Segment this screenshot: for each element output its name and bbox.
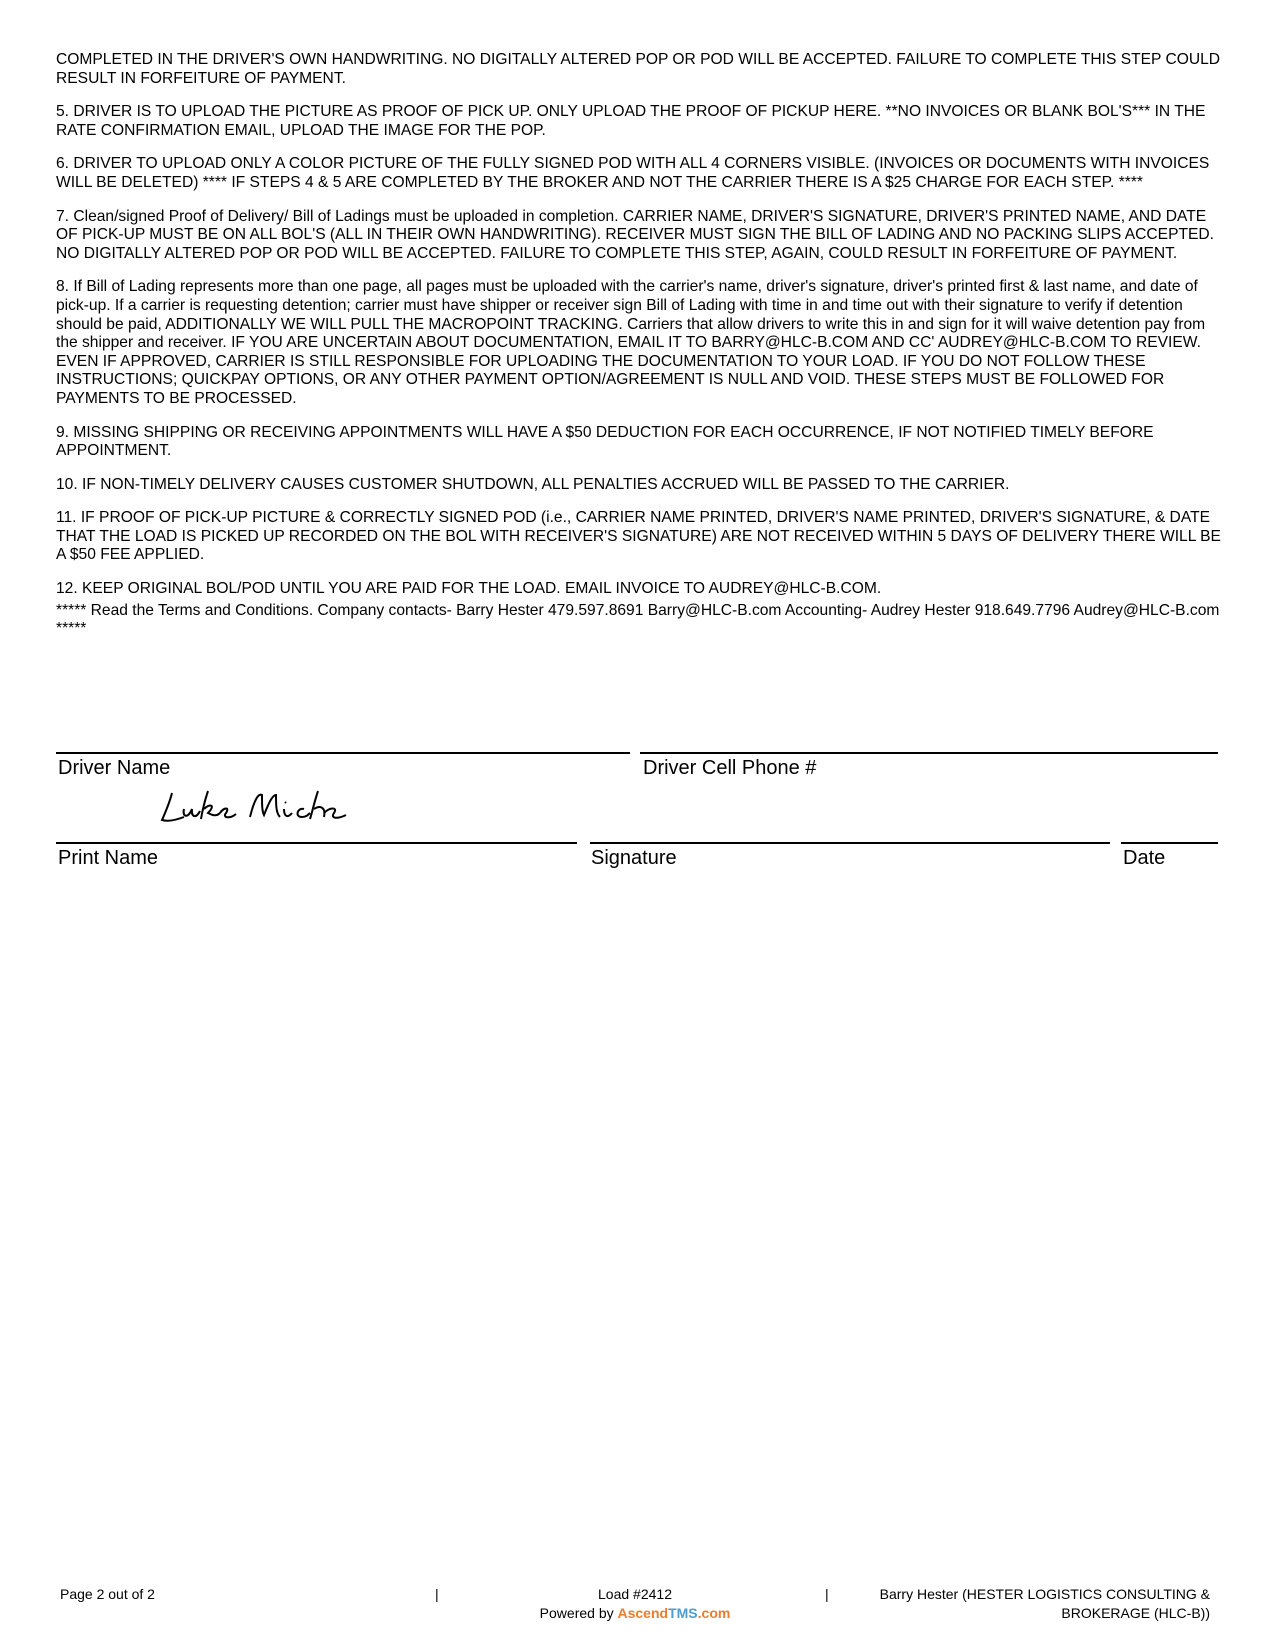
paragraph-10: 10. IF NON-TIMELY DELIVERY CAUSES CUSTOMER SHUTDOWN, ALL PENALTIES ACCRUED WILL BE PASSED TO THE CARRIER. (56, 475, 1010, 493)
handwritten-signature (158, 787, 348, 827)
powered-by-label: Powered by (539, 1605, 614, 1621)
paragraph-8: 8. If Bill of Lading represents more than one page, all pages must be uploaded with the carrier's name, driver's signature, driver's printed first & last name, and date of pick-up. If a carrier is requesting detention; carrier must have shipper or receiver sign Bill of Lading with time in and time out with their signature to verify if detention should be paid, ADDITIONALLY WE WILL PULL THE MACROPOINT TRACKING. Carriers that allow drivers to write this in and sign for it will waive detention pay from the shipper and receiver. IF YOU ARE UNCERTAIN ABOUT DOCUMENTATION, EMAIL IT TO BARRY@HLC-B.COM AND CC' AUDREY@HLC-B.COM TO REVIEW. EVEN IF APPROVED, CARRIER IS STILL RESPONSIBLE FOR UPLOADING THE DOCUMENTATION TO YOUR LOAD. IF YOU DO NOT FOLLOW THESE INSTRUCTIONS; QUICKPAY OPTIONS, OR ANY OTHER PAYMENT OPTION/AGREEMENT IS NULL AND VOID. THESE STEPS MUST BE FOLLOWED FOR PAYMENTS TO BE PROCESSED. (56, 278, 1206, 407)
page-number: Page 2 out of 2 (60, 1586, 155, 1602)
paragraph-11: 11. IF PROOF OF PICK-UP PICTURE & CORRECTLY SIGNED POD (i.e., CARRIER NAME PRINTED, DRIVER'S NAME PRINTED, DRIVER'S SIGNATURE, & DATE THAT THE LOAD IS PICKED UP RECORDED ON THE BOL WITH RECEIVER'S SIGNATURE) ARE NOT RECEIVED WITHIN 5 DAYS OF DELIVERY THERE WILL BE A $50 FEE APPLIED. (56, 509, 1221, 564)
paragraph-7: 7. Clean/signed Proof of Delivery/ Bill of Ladings must be uploaded in completion. CARRIER NAME, DRIVER'S SIGNATURE, DRIVER'S PRINTED NAME, AND DATE OF PICK-UP MUST BE ON ALL BOL'S (ALL IN THEIR OWN HANDWRITING). RECEIVER MUST SIGN THE BILL OF LADING AND NO PACKING SLIPS ACCEPTED. NO DIGITALLY ALTERED POP OR POD WILL BE ACCEPTED. FAILURE TO COMPLETE THIS STEP, AGAIN, COULD RESULT IN FORFEITURE OF PAYMENT. (56, 207, 1215, 262)
signature-label: Signature (591, 847, 677, 869)
driver-name-label: Driver Name (58, 757, 171, 779)
powered-by (480, 1604, 790, 1623)
terms-text (56, 51, 1226, 654)
print-name-line[interactable] (56, 842, 577, 844)
footer-separator: | (435, 1586, 439, 1602)
date-line[interactable] (1121, 842, 1218, 844)
signature-line[interactable] (590, 842, 1110, 844)
driver-name-line[interactable] (56, 752, 630, 754)
footer-separator: | (825, 1586, 829, 1602)
contacts-note: ***** Read the Terms and Conditions. Company contacts- Barry Hester 479.597.8691 Barry@HLC-B.com Accounting- Audrey Hester 918.649.7796 Audrey@HLC-B.com ***** (56, 601, 1220, 638)
paragraph-12: 12. KEEP ORIGINAL BOL/POD UNTIL YOU ARE PAID FOR THE LOAD. EMAIL INVOICE TO AUDREY@HLC-B.COM. (56, 580, 882, 598)
date-label: Date (1123, 847, 1166, 869)
driver-cell-label: Driver Cell Phone # (643, 757, 817, 779)
paragraph-6: 6. DRIVER TO UPLOAD ONLY A COLOR PICTURE OF THE FULLY SIGNED POD WITH ALL 4 CORNERS VISIBLE. (INVOICES OR DOCUMENTS WITH INVOICES WILL BE DELETED) **** IF STEPS 4 & 5 ARE COMPLETED BY THE BROKER AND NOT THE CARRIER THERE IS A $25 CHARGE FOR EACH STEP. **** (56, 155, 1210, 191)
footer-center (480, 1585, 790, 1623)
paragraph-continued: COMPLETED IN THE DRIVER'S OWN HANDWRITING. NO DIGITALLY ALTERED POP OR POD WILL BE ACCEPTED. FAILURE TO COMPLETE THIS STEP COULD RESULT IN FORFEITURE OF PAYMENT. (56, 51, 1221, 87)
company-name: Barry Hester (HESTER LOGISTICS CONSULTING & BROKERAGE (HLC-B)) (879, 1586, 1210, 1621)
paragraph-9: 9. MISSING SHIPPING OR RECEIVING APPOINTMENTS WILL HAVE A $50 DEDUCTION FOR EACH OCCURRENCE, IF NOT NOTIFIED TIMELY BEFORE APPOINTMENT. (56, 423, 1154, 460)
print-name-label: Print Name (58, 847, 159, 869)
driver-cell-line[interactable] (640, 752, 1218, 754)
load-number: Load #2412 (598, 1586, 672, 1602)
paragraph-5: 5. DRIVER IS TO UPLOAD THE PICTURE AS PROOF OF PICK UP. ONLY UPLOAD THE PROOF OF PICKUP HERE. **NO INVOICES OR BLANK BOL'S*** IN THE RATE CONFIRMATION EMAIL, UPLOAD THE IMAGE FOR THE POP. (56, 103, 1206, 139)
ascendtms-logo: AscendTMS.com (617, 1605, 731, 1621)
